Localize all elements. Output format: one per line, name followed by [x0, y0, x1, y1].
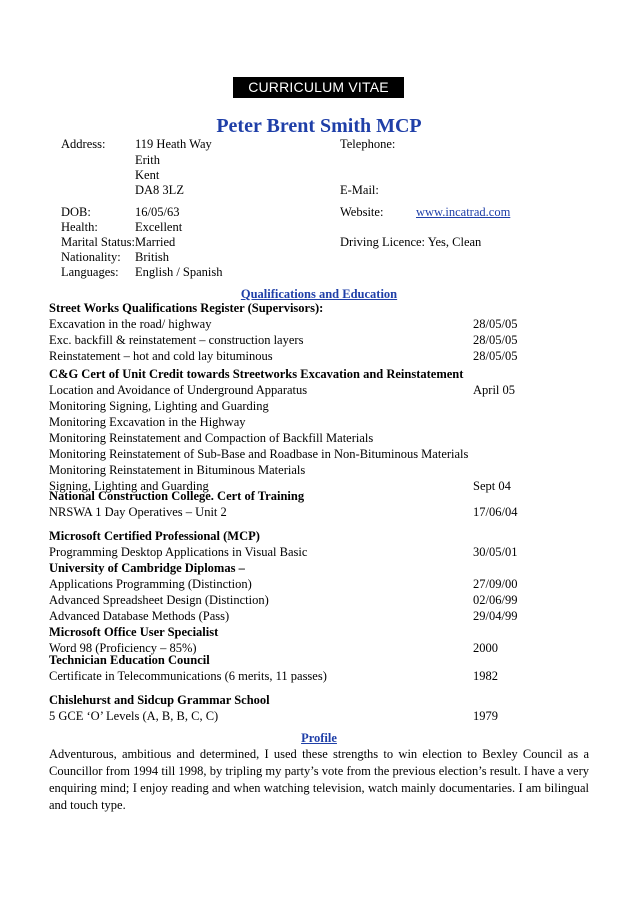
- languages-label: Languages:: [61, 265, 119, 279]
- qualification-date: 28/05/05: [473, 317, 518, 331]
- qualification-date: 28/05/05: [473, 333, 518, 347]
- cv-title: CURRICULUM VITAE: [233, 77, 404, 98]
- group-title: Technician Education Council: [49, 653, 210, 667]
- dob-value: 16/05/63: [135, 205, 180, 219]
- qualification-item: Exc. backfill & reinstatement – construction layers: [49, 333, 304, 347]
- qualification-item: Signing, Lighting and Guarding: [49, 479, 209, 493]
- marital-status-value: Married: [135, 235, 176, 249]
- qualification-group: [49, 366, 589, 494]
- group-title: Street Works Qualifications Register (Supervisors):: [49, 301, 324, 315]
- qualification-group: [49, 652, 589, 684]
- qualification-item: Monitoring Signing, Lighting and Guarding: [49, 399, 269, 413]
- qualification-date: 2000: [473, 641, 498, 655]
- qualification-date: 17/06/04: [473, 505, 518, 519]
- qualification-item: Applications Programming (Distinction): [49, 577, 252, 591]
- qualifications-heading: Qualifications and Education: [240, 287, 398, 301]
- qualification-date: 1982: [473, 669, 498, 683]
- group-title: National Construction College. Cert of Training: [49, 489, 305, 503]
- qualification-group: [49, 300, 589, 364]
- qualification-item: Excavation in the road/ highway: [49, 317, 212, 331]
- health-value: Excellent: [135, 220, 183, 234]
- qualification-item: Location and Avoidance of Underground Apparatus: [49, 383, 308, 397]
- qualification-item: Monitoring Excavation in the Highway: [49, 415, 246, 429]
- qualification-group: [49, 692, 589, 724]
- qualification-item: Reinstatement – hot and cold lay bituminous: [49, 349, 273, 363]
- profile-heading: Profile: [301, 731, 337, 745]
- qualification-item: Word 98 (Proficiency – 85%): [49, 641, 197, 655]
- qualification-item: Advanced Database Methods (Pass): [49, 609, 230, 623]
- profile-text: Adventurous, ambitious and determined, I used these strengths to win election to Bexley Council as a Councillor from 1994 till 1998, by tripling my party’s vote from the previous election’s result. I have a very enquiring mind; I enjoy reading and when watching television, watch mainly documentaries. I am bilingual and touch type.: [49, 747, 589, 812]
- address-label: Address:: [61, 137, 106, 151]
- driving-licence: Driving Licence: Yes, Clean: [340, 235, 482, 249]
- qualification-date: Sept 04: [473, 479, 511, 493]
- languages-value: English / Spanish: [135, 265, 223, 279]
- qualification-item: Certificate in Telecommunications (6 merits, 11 passes): [49, 669, 327, 683]
- group-title: Microsoft Certified Professional (MCP): [49, 529, 260, 543]
- qualification-date: 29/04/99: [473, 609, 518, 623]
- qualification-item: Programming Desktop Applications in Visual Basic: [49, 545, 308, 559]
- qualification-date: 27/09/00: [473, 577, 518, 591]
- qualification-date: 30/05/01: [473, 545, 518, 559]
- email-label: E-Mail:: [340, 183, 379, 197]
- qualification-group: [49, 488, 589, 520]
- address-line: DA8 3LZ: [135, 183, 184, 197]
- group-title: Chislehurst and Sidcup Grammar School: [49, 693, 270, 707]
- nationality-value: British: [135, 250, 170, 264]
- qualification-item: Monitoring Reinstatement of Sub-Base and Roadbase in Non-Bituminous Materials: [49, 447, 469, 461]
- address-line: Erith: [135, 153, 160, 167]
- telephone-label: Telephone:: [340, 137, 396, 151]
- website-label: Website:: [340, 205, 384, 219]
- dob-label: DOB:: [61, 205, 91, 219]
- address-line: Kent: [135, 168, 160, 182]
- qualification-item: NRSWA 1 Day Operatives – Unit 2: [49, 505, 227, 519]
- group-title: Microsoft Office User Specialist: [49, 625, 219, 639]
- group-title: C&G Cert of Unit Credit towards Streetworks Excavation and Reinstatement: [49, 367, 464, 381]
- qualification-item: Monitoring Reinstatement in Bituminous Materials: [49, 463, 306, 477]
- qualification-item: Monitoring Reinstatement and Compaction of Backfill Materials: [49, 431, 374, 445]
- qualification-date: 02/06/99: [473, 593, 518, 607]
- marital-status-label: Marital Status:: [61, 235, 135, 249]
- address-line: 119 Heath Way: [135, 137, 212, 151]
- health-label: Health:: [61, 220, 98, 234]
- candidate-name: Peter Brent Smith MCP: [216, 115, 422, 137]
- qualification-group: [49, 528, 589, 656]
- qualification-date: 1979: [473, 709, 498, 723]
- qualification-date: April 05: [473, 383, 516, 397]
- qualification-date: 28/05/05: [473, 349, 518, 363]
- nationality-label: Nationality:: [61, 250, 121, 264]
- website-link[interactable]: www.incatrad.com: [416, 205, 511, 219]
- qualification-item: Advanced Spreadsheet Design (Distinction): [49, 593, 269, 607]
- qualification-item: 5 GCE ‘O’ Levels (A, B, B, C, C): [49, 709, 219, 723]
- group-title: University of Cambridge Diplomas –: [49, 561, 245, 575]
